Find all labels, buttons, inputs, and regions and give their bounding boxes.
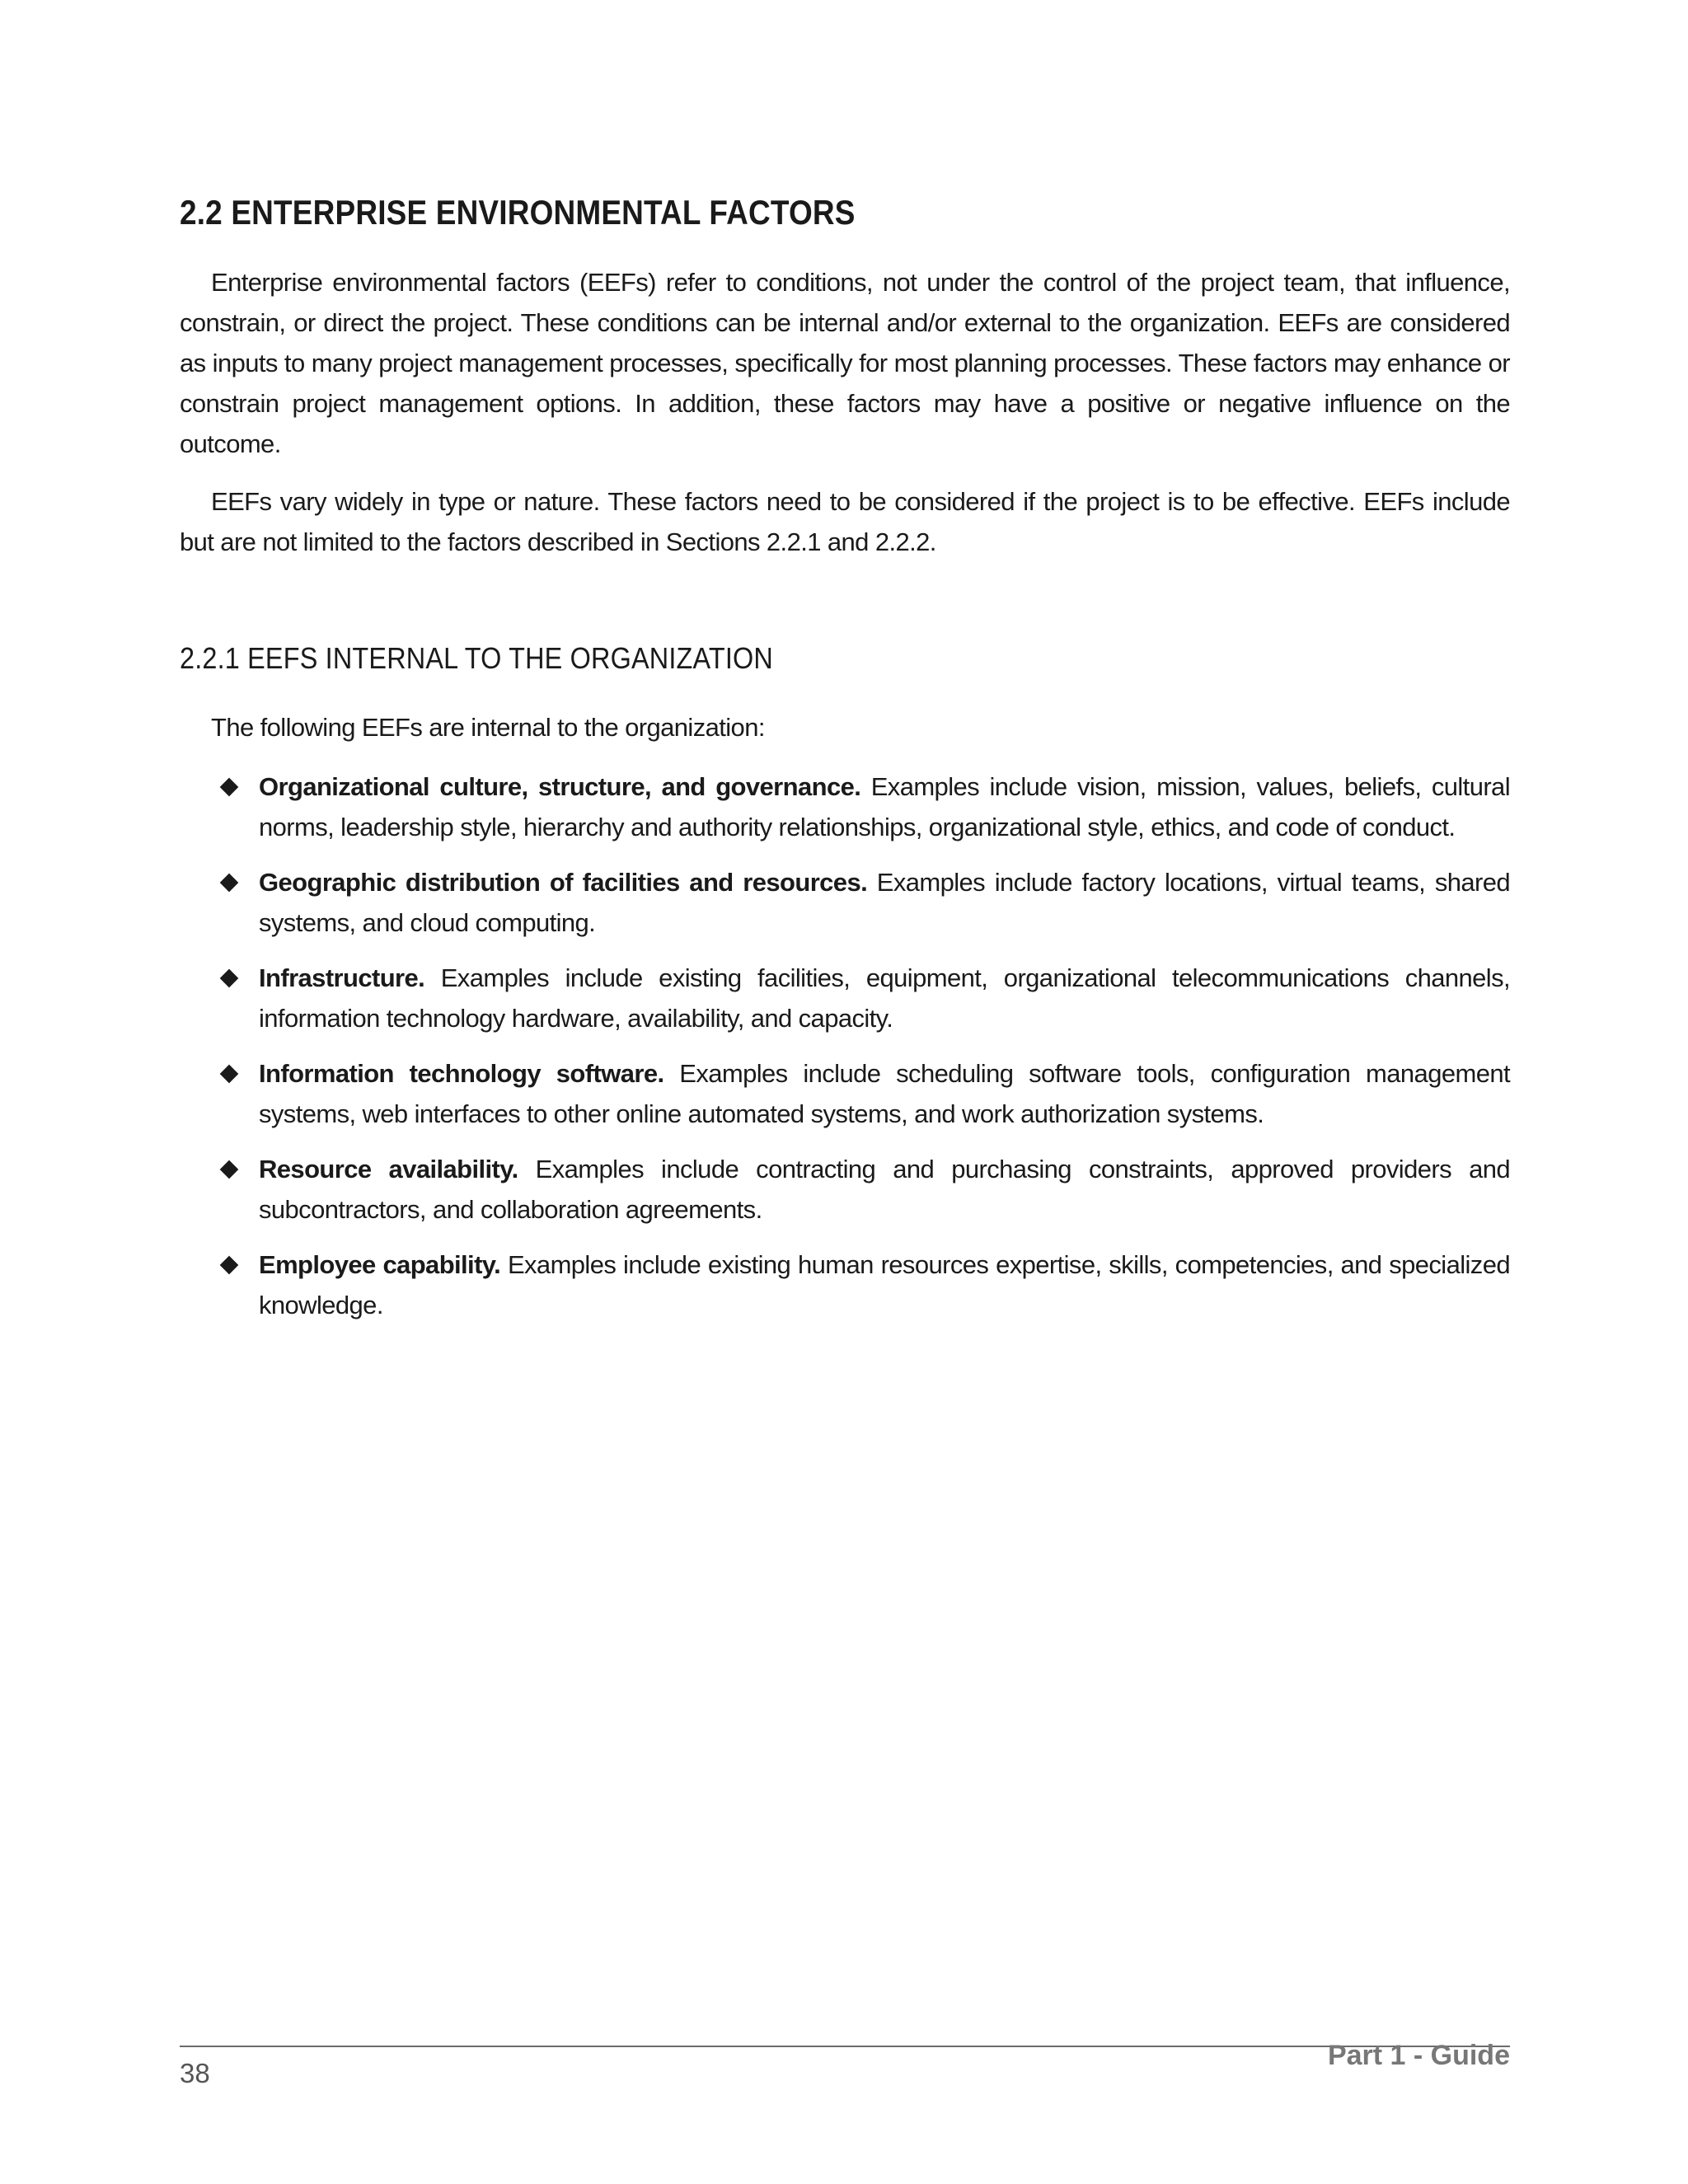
footer-divider	[180, 2046, 1510, 2047]
list-item	[180, 1053, 1510, 1134]
internal-eef-list	[180, 766, 1510, 1340]
list-item-term: Infrastructure.	[259, 963, 425, 992]
document-page	[180, 0, 1510, 2184]
list-item	[180, 958, 1510, 1038]
body-paragraph-eef-variety: EEFs vary widely in type or nature. These factors need to be considered if the project is to be effective. EEFs include but are not limited to the factors described in Sections 2.2.1 and 2.2.2.	[180, 487, 1510, 556]
diamond-bullet-icon	[220, 778, 239, 797]
list-item-text: Examples include scheduling software tools, configuration management systems, web interfaces to other online automated systems, and work authorization systems.	[259, 1059, 1510, 1128]
list-item-text: Examples include existing human resources expertise, skills, competencies, and specialized knowledge.	[259, 1250, 1510, 1319]
list-item-term: Employee capability.	[259, 1250, 501, 1279]
list-item-text: Examples include vision, mission, values, beliefs, cultural norms, leadership style, hierarchy and authority relationships, organizational style, ethics, and code of conduct.	[259, 772, 1510, 841]
list-item	[180, 1149, 1510, 1230]
diamond-bullet-icon	[220, 1256, 239, 1275]
list-item	[180, 1244, 1510, 1325]
diamond-bullet-icon	[220, 874, 239, 893]
diamond-bullet-icon	[220, 969, 239, 988]
section-heading: 2.2 ENTERPRISE ENVIRONMENTAL FACTORS	[180, 193, 856, 232]
list-item-term: Organizational culture, structure, and governance.	[259, 772, 861, 801]
running-footer-part-label: Part 1 - Guide	[1327, 2040, 1510, 2071]
diamond-bullet-icon	[220, 1065, 239, 1084]
list-item-text: Examples include contracting and purchasing constraints, approved providers and subcontractors, and collaboration agreements.	[259, 1155, 1510, 1224]
subsection-heading: 2.2.1 EEFS INTERNAL TO THE ORGANIZATION	[180, 641, 773, 675]
list-item-term: Geographic distribution of facilities and resources.	[259, 868, 868, 897]
list-item	[180, 766, 1510, 847]
page-number: 38	[180, 2058, 210, 2088]
subsection-intro: The following EEFs are internal to the organization:	[211, 713, 765, 742]
body-paragraph-eef-definition: Enterprise environmental factors (EEFs) refer to conditions, not under the control of the project team, that influence, constrain, or direct the project. These conditions can be internal and/or external to the organization. EEFs are considered as inputs to many project management processes, specifically for most planning processes. These factors may enhance or constrain project management options. In addition, these factors may have a positive or negative influence on the outcome.	[180, 268, 1510, 458]
list-item-text: Examples include existing facilities, equipment, organizational telecommunications channels, information technology hardware, availability, and capacity.	[259, 963, 1510, 1033]
list-item	[180, 862, 1510, 943]
list-item-text: Examples include factory locations, virtual teams, shared systems, and cloud computing.	[259, 868, 1511, 937]
list-item-term: Information technology software.	[259, 1059, 664, 1088]
list-item-term: Resource availability.	[259, 1155, 518, 1183]
diamond-bullet-icon	[220, 1160, 239, 1179]
